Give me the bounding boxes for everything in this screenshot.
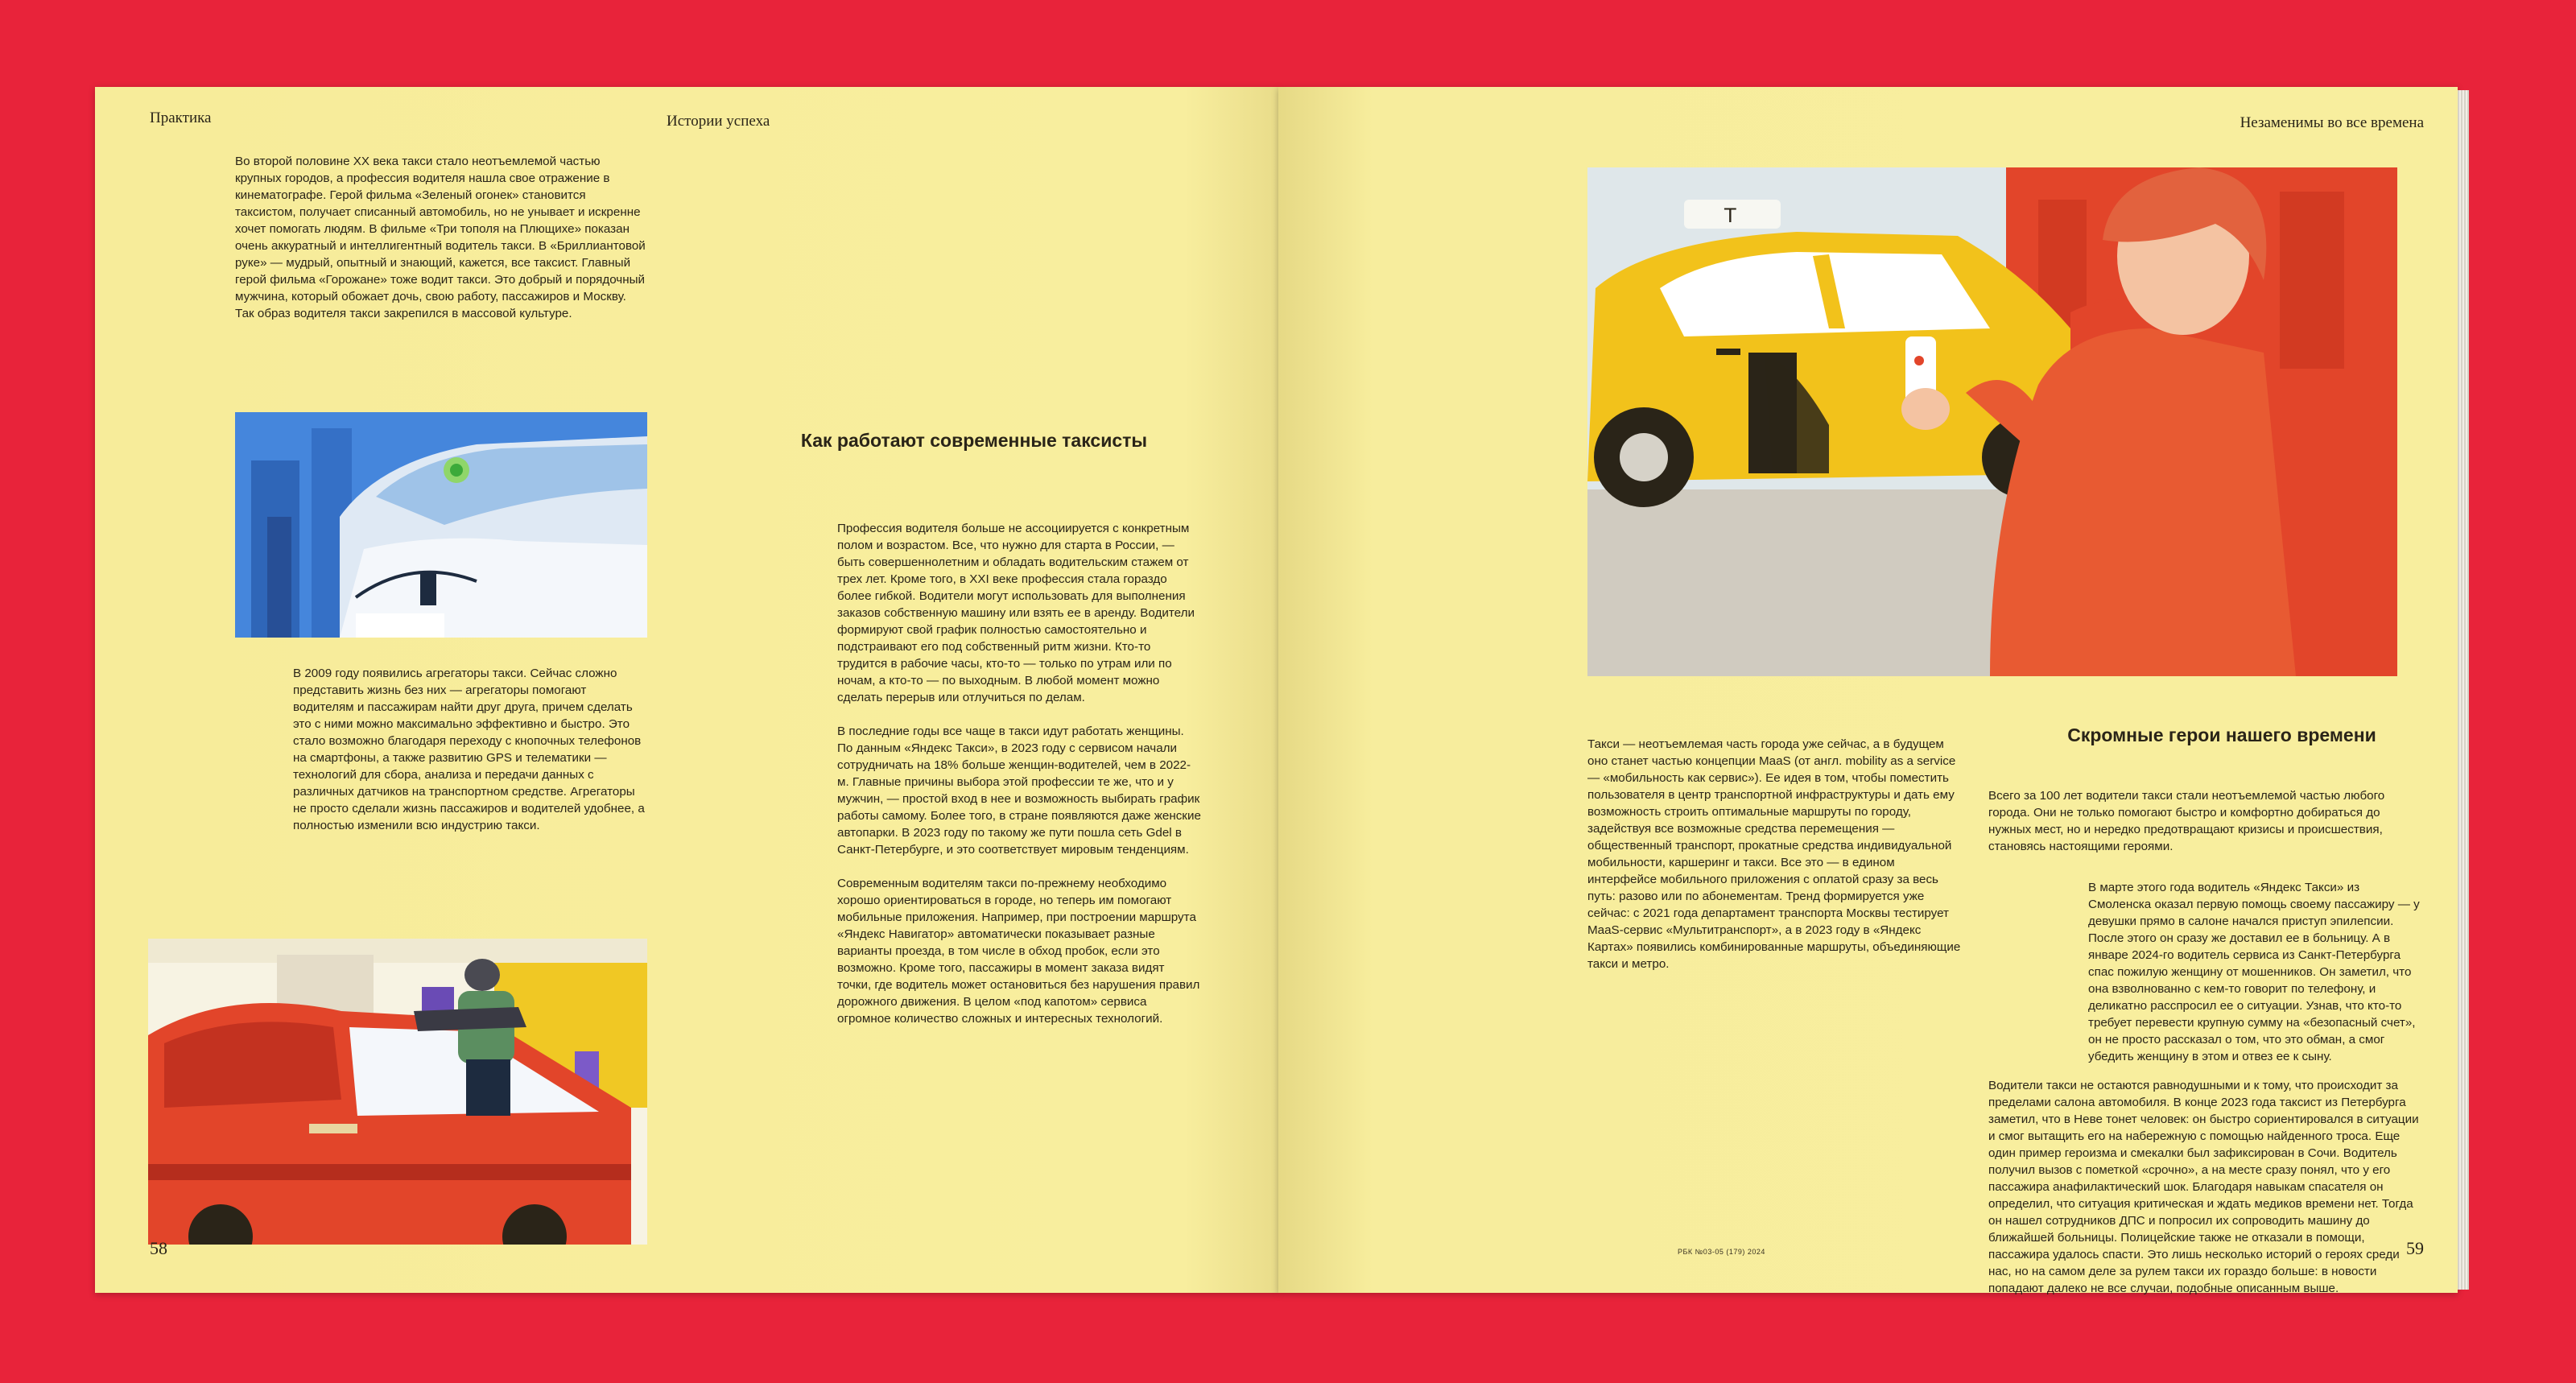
running-head-rubric: Истории успеха xyxy=(667,113,770,130)
running-head-right: Незаменимы во все времена xyxy=(2240,114,2424,131)
intro-paragraph: Во второй половине XX века такси стало неотъемлемой частью крупных городов, а профессия водителя нашла свое отражение в кинематографе. Герой фильма «Зеленый огонек» становится таксистом, получает списанный автомобиль, но не унывает и искренне хочет помогать людям. В фильме «Три тополя на Плющихе» показан очень аккуратный и интеллигентный водитель такси. В «Бриллиантовой руке» — мудрый, опытный и знающий, кажется, все таксист. Главный герой фильма «Горожане» тоже водит такси. Это добрый и порядочный мужчина, который обожает дочь, свою работу, пассажиров и Москву. Так образ водителя такси закрепился в массовой культуре. xyxy=(235,155,646,320)
page-number-right: 59 xyxy=(2406,1238,2424,1258)
right-page xyxy=(1278,87,2458,1293)
section-heading-modern-drivers: Как работают современные таксисты xyxy=(800,430,1148,451)
heroes-smolensk: В марте этого года водитель «Яндекс Такси» из Смоленска оказал первую помощь своему пассажиру — у девушки прямо в салоне начался приступ эпилепсии. После этого он сразу же доставил ее в больницу. А в январе 2024-го водитель сервиса из Санкт-Петербурга спас пожилую женщину от мошенников. Он заметил, что она взволнованно с кем-то говорит по телефону, и деликатно расспросил ее о ситуации. Узнав, что кто-то требует перевести крупную сумму на «безопасный счет», он не просто рассказал о том, что это обман, а смог убедить женщину в этом и отвез ее к сыну. xyxy=(2088,881,2420,1063)
column-paragraph: Современным водителям такси по-прежнему необходимо хорошо ориентироваться в городе, но теперь им помогают мобильные приложения. Например, при построении маршрута «Яндекс Навигатор» автоматически показывает разные варианты проезда, в том числе в обход пробок, если это возможно. Кроме того, пассажиры в момент заказа видят точки, где водитель может остановиться без нарушения правил дорожного движения. В целом «под капотом» сервиса огромное количество сложных и интересных технологий. xyxy=(837,877,1200,1026)
column-paragraph: Профессия водителя больше не ассоциируется с конкретным полом и возрастом. Все, что нужно для старта в России, — быть совершеннолетним и обладать водительским стажем от трех лет. Кроме того, в XXI веке профессия стала гораздо более гибкой. Водители могут использовать для выполнения заказов собственную машину или взять ее в аренду. Водители формируют свой график полностью самостоятельно и подстраивают его под собственный ритм жизни. Кто-то трудится в рабочие часы, кто-то — только по утрам или по ночам, а кто-то — по выходным. В любой момент можно сделать перерыв или отлучиться по делам. xyxy=(837,522,1195,704)
magazine-spread xyxy=(95,87,2462,1293)
column-paragraph: В последние годы все чаще в такси идут работать женщины. По данным «Яндекс Такси», в 2023 году с сервисом начали сотрудничать на 18% больше женщин-водителей, чем в 2022-м. Главные причины выбора этой профессии те же, что и у мужчин, — простой вход в нее и возможность выбирать график работы самому. Более того, в стране появляются даже женские автопарки. В 2023 году по такому же пути пошла сеть Gdel в Санкт-Петербурге, и это соответствует мировым тенденциям. xyxy=(837,725,1201,857)
page-edge xyxy=(2458,90,2469,1290)
heroes-intro: Всего за 100 лет водители такси стали неотъемлемой частью любого города. Они не только помогают быстро и комфортно добираться до нужных мест, но и нередко предотвращают кризисы и происшествия, становясь настоящими героями. xyxy=(1988,789,2385,853)
aggregators-paragraph: В 2009 году появились агрегаторы такси. Сейчас сложно представить жизнь без них — агрегаторы помогают водителям и пассажирам найти друг друга, причем сделать это с ними можно максимально эффективно и быстро. Это стало возможно благодаря переходу с кнопочных телефонов на смартфоны, а также развитию GPS и телематики — технологий для сбора, анализа и передачи данных с различных датчиков на транспортном средстве. Агрегаторы не просто сделали жизнь пассажиров и водителей удобнее, а полностью изменили всю индустрию такси. xyxy=(293,667,645,832)
section-heading-heroes: Скромные герои нашего времени xyxy=(2067,725,2376,745)
modern-drivers-column xyxy=(837,520,1201,1044)
footer-imprint: РБК №03-05 (179) 2024 xyxy=(1678,1248,1765,1256)
driver-red-car-illustration xyxy=(148,939,647,1245)
heroes-petersburg: Водители такси не остаются равнодушными и к тому, что происходит за пределами салона автомобиля. В конце 2023 года таксист из Петербурга заметил, что в Неве тонет человек: он быстро сориентировался в ситуации и смог вытащить его на набережную с помощью найденного троса. Еще один пример героизма и смекалки был зафиксирован в Сочи. Водитель получил вызов с пометкой «срочно», а на месте сразу понял, что у его пассажира анафилактический шок. Благодаря навыкам спасателя он определил, что ситуация критическая и ждать медиков времени нет. Тогда он нашел сотрудников ДПС и попросил их сопроводить машину до ближайшей больницы. Полицейские также не отказали в помощи, пассажира удалось спасти. Это лишь несколько историй о героях среди нас, но на самом деле за рулем такси их гораздо больше: в новости попадают далеко не все случаи, подобные описанным выше. xyxy=(1988,1079,2419,1295)
yellow-taxi-passenger-illustration xyxy=(1587,167,2397,676)
taxi-sign-text: Т xyxy=(1724,204,1736,227)
retro-taxi-illustration xyxy=(235,412,647,638)
left-page xyxy=(95,87,1278,1293)
maas-paragraph: Такси — неотъемлемая часть города уже сейчас, а в будущем оно станет частью концепции MaaS (от англ. mobility as a service — «мобильность как сервис»). Ее идея в том, чтобы поместить пользователя в центр транспортной инфраструктуры и дать ему возможность строить оптимальные маршруты по городу, задействуя все возможные средства перемещения — общественный транспорт, прокатные средства индивидуальной мобильности, каршеринг и такси. Все это — в едином интерфейсе мобильного приложения с оплатой сразу за весь путь: разово или по абонементам. Тренд формируется уже сейчас: с 2021 года департамент транспорта Москвы тестирует MaaS-сервис «Мультитранспорт», а в 2023 году в «Яндекс Картах» появились комбинированные маршруты, объединяющие такси и метро. xyxy=(1587,737,1961,971)
page-number-left: 58 xyxy=(150,1238,167,1258)
running-head-section: Практика xyxy=(150,109,212,126)
